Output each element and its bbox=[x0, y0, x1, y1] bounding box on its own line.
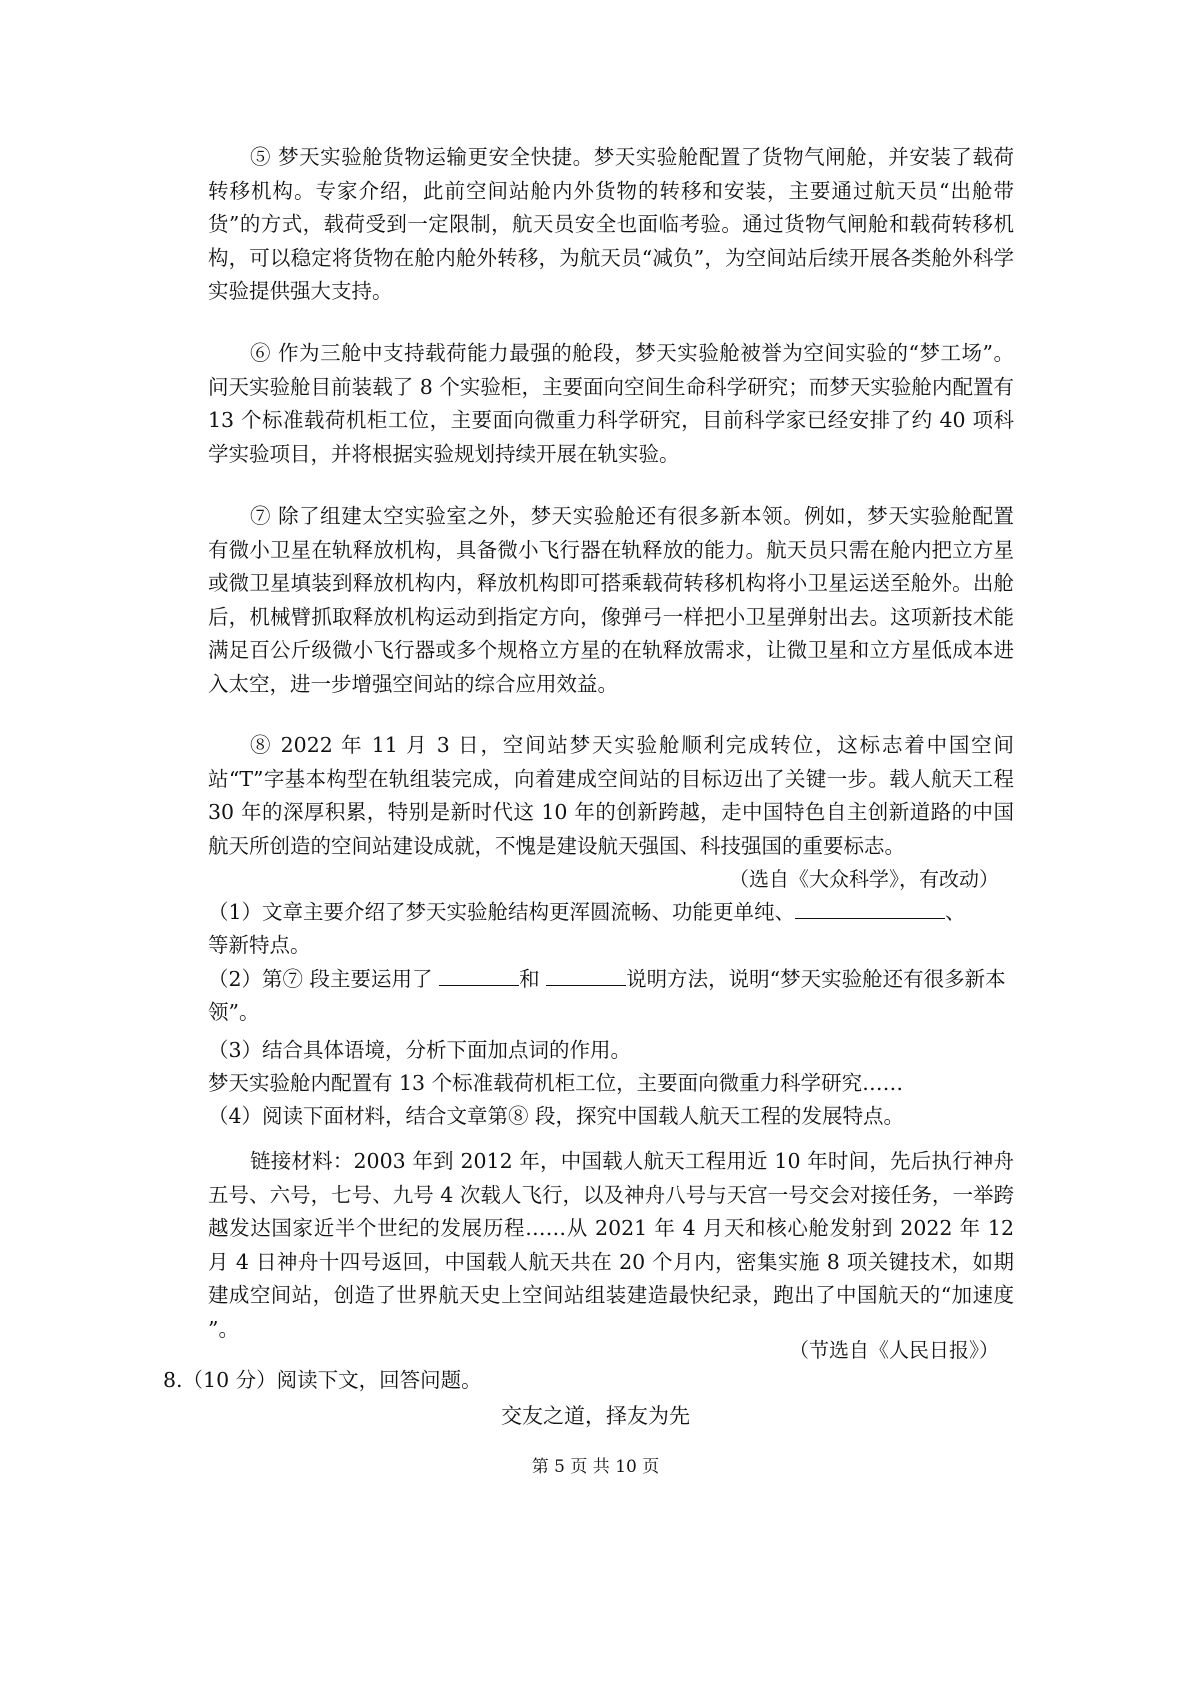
question-2-tail: 说明方法，说明“梦天实验舱还有很多新本领”。 bbox=[208, 967, 1006, 1024]
page-footer: 第 5 页 共 10 页 bbox=[531, 1457, 660, 1477]
question-2-text: （2）第⑦ 段主要运用了 bbox=[208, 967, 440, 991]
answer-blank-2a[interactable] bbox=[439, 984, 519, 986]
answer-blank-1[interactable] bbox=[795, 917, 945, 919]
paragraph-6: ⑥ 作为三舱中支持载荷能力最强的舱段，梦天实验舱被誉为空间实验的“梦工场”。问天实验舱目前装载了 8 个实验柜，主要面向空间生命科学研究；而梦天实验舱内配置有 13 个标准载荷机柜工位，主要面向微重力科学研究，目前科学家已经安排了约 40 项科学实验项目，并将根据实验规划持续开展在轨实验。 bbox=[208, 341, 1014, 466]
source-citation-2: （节选自《人民日报》） bbox=[789, 1338, 999, 1362]
question-3: （3）结合具体语境，分析下面加点词的作用。 bbox=[208, 1038, 632, 1062]
answer-blank-2b[interactable] bbox=[546, 984, 626, 986]
next-article-title: 交友之道，择友为先 bbox=[501, 1404, 690, 1428]
paragraph-5: ⑤ 梦天实验舱货物运输更安全快捷。梦天实验舱配置了货物气闸舱，并安装了载荷转移机构。专家介绍，此前空间站舱内外货物的转移和安装，主要通过航天员“出舱带货”的方式，载荷受到一定限制，航天员安全也面临考验。通过货物气闸舱和载荷转移机构，可以稳定将货物在舱内舱外转移，为航天员“减负”，为空间站后续开展各类舱外科学实验提供强大支持。 bbox=[208, 145, 1014, 303]
question-2 bbox=[208, 963, 1014, 1029]
question-4: （4）阅读下面材料，结合文章第⑧ 段，探究中国载人航天工程的发展特点。 bbox=[208, 1104, 905, 1128]
source-citation-1: （选自《大众科学》，有改动） bbox=[729, 867, 999, 891]
question-1-text: （1）文章主要介绍了梦天实验舱结构更浑圆流畅、功能更单纯、 bbox=[208, 900, 796, 924]
question-1-separator: 、 bbox=[945, 900, 966, 924]
question-3-quote: 梦天实验舱内配置有 13 个标准载荷机柜工位，主要面向微重力科学研究…… bbox=[208, 1071, 904, 1095]
question-1 bbox=[208, 896, 1014, 962]
paragraph-7: ⑦ 除了组建太空实验室之外，梦天实验舱还有很多新本领。例如，梦天实验舱配置有微小卫星在轨释放机构，具备微小飞行器在轨释放的能力。航天员只需在舱内把立方星或微卫星填装到释放机构内，释放机构即可搭乘载荷转移机构将小卫星运送至舱外。出舱后，机械臂抓取释放机构运动到指定方向，像弹弓一样把小卫星弹射出去。这项新技术能满足百公斤级微小飞行器或多个规格立方星的在轨释放需求，让微卫星和立方星低成本进入太空，进一步增强空间站的综合应用效益。 bbox=[208, 504, 1014, 696]
question-2-and: 和 bbox=[519, 967, 547, 991]
question-8-heading: 8.（10 分）阅读下文，回答问题。 bbox=[163, 1368, 482, 1392]
paragraph-8: ⑧ 2022 年 11 月 3 日，空间站梦天实验舱顺利完成转位，这标志着中国空间站“T”字基本构型在轨组装完成，向着建成空间站的目标迈出了关键一步。载人航天工程 30 年的深厚积累，特别是新时代这 10 年的创新跨越，走中国特色自主创新道路的中国航天所创造的空间站建设成就，不愧是建设航天强国、科技强国的重要标志。 bbox=[208, 733, 1014, 858]
question-1-tail: 等新特点。 bbox=[208, 933, 311, 957]
link-material: 链接材料：2003 年到 2012 年，中国载人航天工程用近 10 年时间，先后执行神舟五号、六号，七号、九号 4 次载人飞行，以及神舟八号与天宫一号交会对接任务，一举跨越发达国家近半个世纪的发展历程……从 2021 年 4 月天和核心舱发射到 2022 年 12 月 4 日神舟十四号返回，中国载人航天共在 20 个月内，密集实施 8 项关键技术，如期建成空间站，创造了世界航天史上空间站组装建造最快纪录，跑出了中国航天的“加速度 ”。 bbox=[208, 1149, 1014, 1341]
